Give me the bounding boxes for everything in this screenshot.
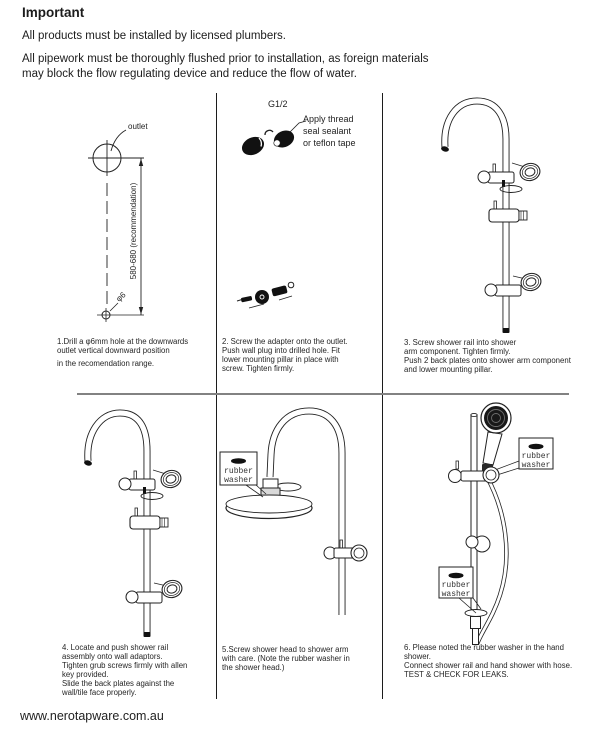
upper-wall-bracket [478, 163, 525, 183]
step3-caption [404, 338, 579, 374]
svg-text:rubber: rubber [224, 467, 253, 476]
svg-text:seal sealant: seal sealant [303, 126, 352, 136]
step3-shower-rail-drawing [383, 93, 609, 341]
svg-text:rubber: rubber [441, 581, 471, 590]
svg-text:rubber: rubber [521, 452, 551, 461]
step2-adapter-drawing [216, 93, 383, 341]
rubber-washer-callout [220, 452, 266, 497]
svg-text:or teflon tape: or teflon tape [303, 138, 356, 148]
sealant-note [288, 114, 356, 148]
step6-caption-line: TEST & CHECK FOR LEAKS. [404, 670, 509, 679]
rail-glide-stop [466, 536, 490, 552]
step2-caption-line: 2. Screw the adapter onto the outlet. [222, 337, 348, 346]
screw-and-plug-icon [237, 282, 294, 308]
step1-drill-position-drawing [0, 93, 216, 341]
back-plate-ring-upper [518, 161, 542, 183]
step4-caption-line: key provided. [62, 670, 109, 679]
step1-caption-line: outlet vertical downward position [57, 346, 170, 355]
website-url: www.nerotapware.com.au [20, 709, 164, 723]
step4-caption-line: Tighten grub screws firmly with allen [62, 661, 188, 670]
step4-caption-line: 4. Locate and push shower rail [62, 643, 169, 652]
step3-caption-line: 3. Screw shower rail into shower [404, 338, 517, 347]
rubber-washer-callout-top [495, 438, 553, 475]
dimension-indicator [129, 158, 143, 315]
step4-caption-line: Slide the back plates against the [62, 679, 175, 688]
outlet-marker [88, 122, 148, 176]
back-plate-ring-upper [159, 468, 183, 490]
step3-caption-line: arm component. Tighten firmly. [404, 347, 511, 356]
step4-caption-line: assembly onto wall adaptors. [62, 652, 163, 661]
step5-caption-line: 5.Screw shower head to shower arm [222, 645, 349, 654]
svg-text:washer: washer [441, 590, 471, 599]
intro-note-2 [22, 52, 429, 81]
step6-caption [404, 643, 584, 679]
svg-text:outlet: outlet [128, 122, 148, 131]
step2-caption-line: lower mounting pillar in place with [222, 355, 339, 364]
step1-caption-line: 1.Drill a φ6mm hole at the downwards [57, 337, 189, 346]
step2-caption-line: screw. Tighten firmly. [222, 364, 295, 373]
svg-text:Apply thread: Apply thread [303, 114, 354, 124]
step3-caption-line: Push 2 back plates onto shower arm component [404, 356, 571, 365]
step5-caption [222, 645, 378, 672]
step3-caption-line: and lower mounting pillar. [404, 365, 493, 374]
step6-hand-shower-drawing [383, 395, 609, 647]
step6-caption-line: 6. Please noted the rubber washer in the hand [404, 643, 564, 652]
step5-shower-head-drawing [216, 395, 383, 645]
step2-caption [222, 337, 380, 373]
intro-note-2-line1: All pipework must be thoroughly flushed prior to installation, as foreign materials [22, 53, 429, 65]
svg-text:φ6: φ6 [114, 290, 128, 304]
step5-caption-line: the shower head.) [222, 663, 285, 672]
page-title: Important [22, 5, 85, 20]
step5-caption-line: with care. (Note the rubber washer in [222, 654, 350, 663]
svg-text:washer: washer [521, 461, 551, 470]
svg-text:washer: washer [224, 476, 253, 485]
step6-caption-line: Connect shower rail and hand shower with hose. [404, 661, 573, 670]
svg-text:580-680 (recommendation): 580-680 (recommendation) [129, 182, 138, 280]
step1-caption-line: in the recomendation range. [57, 359, 155, 368]
wall-adapter-icon [239, 127, 297, 158]
back-plate-ring-lower [519, 271, 543, 293]
step6-caption-line: shower. [404, 652, 431, 661]
rubber-washer-callout-bottom [439, 567, 481, 613]
back-plate-ring-lower [160, 578, 184, 600]
step1-caption [57, 337, 215, 368]
intro-note-2-line2: may block the flow regulating device and reduce the flow of water. [22, 67, 357, 80]
upper-wall-bracket [119, 470, 166, 490]
step4-rail-mounting-drawing [0, 395, 216, 645]
step2-caption-line: Push wall plug into drilled hole. Fit [222, 346, 340, 355]
step4-caption-line: wall/tile face properly. [62, 688, 137, 697]
thread-size-label: G1/2 [268, 99, 288, 109]
drill-hole-marker [97, 290, 144, 322]
intro-note-1: All products must be installed by licensed plumbers. [22, 30, 286, 42]
hose [477, 477, 506, 644]
step4-caption [62, 643, 214, 697]
